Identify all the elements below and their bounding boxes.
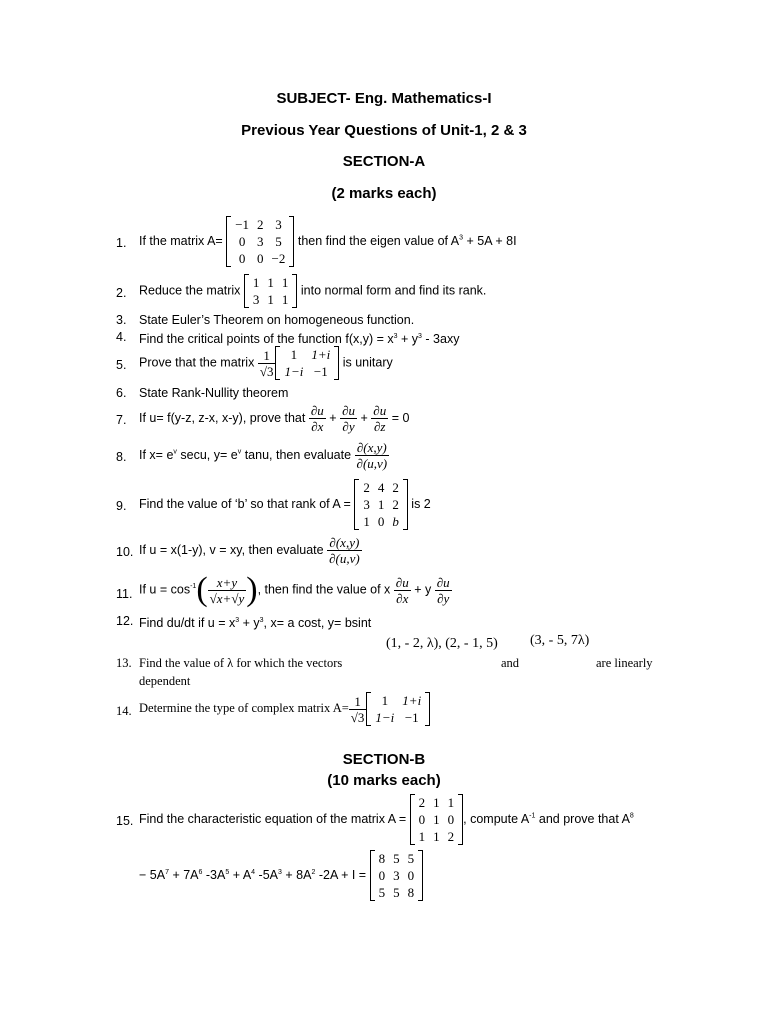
matrix-row: [375, 850, 419, 867]
question-number: 4.: [116, 330, 127, 344]
matrix-cell: 1: [267, 275, 274, 290]
matrix-cell: 5: [393, 885, 400, 900]
question-number: 12.: [116, 614, 134, 628]
fraction: $\frac{\partial u}{\partial x}$: [310, 403, 324, 434]
matrix-row: [249, 291, 293, 308]
matrix-cell: b: [392, 514, 399, 529]
fraction: $\frac{\partial u}{\partial z}$: [373, 403, 387, 434]
matrix-cell: −1: [404, 710, 419, 725]
exponent: 7: [165, 868, 169, 876]
matrix-row: [371, 709, 425, 726]
section-a-marks: (2 marks each): [331, 185, 437, 202]
matrix-row: [280, 346, 334, 363]
matrix: [410, 794, 464, 845]
matrix-cell: 2: [392, 480, 399, 495]
matrix-cell: 0: [447, 812, 455, 827]
question-text: , compute A: [463, 811, 530, 826]
matrix-cell: 2: [418, 795, 426, 810]
exponent: 2: [311, 868, 316, 876]
matrix-cell: 2: [257, 217, 264, 232]
question-number: 3.: [116, 313, 127, 327]
matrix-row: [371, 692, 425, 709]
question-text: Find the value of ‘b’ so that rank of A =: [139, 496, 351, 511]
matrix-cell: 5: [393, 851, 400, 866]
section-b-marks: (10 marks each): [327, 772, 441, 789]
matrix-cell: 1: [290, 347, 298, 362]
matrix-cell: 3: [252, 292, 260, 307]
matrix-row: [375, 867, 419, 884]
matrix-cell: 2: [447, 829, 455, 844]
question-text: then find the eigen value of A: [297, 233, 460, 248]
matrix-cell: 1−i: [375, 710, 395, 725]
matrix-cell: 0: [257, 251, 264, 266]
question-text: into normal form and find its rank.: [300, 283, 487, 298]
question-text: − 5A: [139, 867, 166, 882]
question-text: State Euler’s Theorem on homogeneous function.: [139, 313, 415, 327]
matrix: [354, 479, 408, 530]
fraction: $\frac{\partial u}{\partial y}$: [342, 403, 355, 434]
fraction: $\frac{\partial u}{\partial x}$: [395, 574, 409, 606]
matrix-cell: 0: [407, 868, 415, 883]
matrix-row: [415, 794, 459, 811]
matrix-cell: 5: [407, 851, 415, 866]
subtitle: Previous Year Questions of Unit-1, 2 & 3: [241, 122, 527, 139]
question-number: 7.: [116, 413, 127, 427]
question-text: Find the value of λ for which the vectors: [139, 656, 343, 670]
matrix-cell: 1+i: [402, 693, 422, 708]
exponent: 3: [278, 868, 282, 876]
matrix-row: [359, 496, 403, 513]
term: + 7A: [168, 867, 199, 882]
matrix-cell: 1+i: [311, 347, 331, 362]
matrix-row: [415, 811, 459, 828]
question-text: is 2: [411, 496, 431, 511]
matrix-cell: −1: [235, 217, 250, 232]
matrix-cell: 1: [377, 497, 385, 512]
matrix-cell: 0: [377, 514, 385, 529]
question-number: 11.: [116, 587, 133, 601]
question-text: is unitary: [342, 355, 393, 370]
question-text: Reduce the matrix: [139, 283, 241, 298]
exponent: 6: [198, 868, 203, 876]
question-number: 2.: [116, 286, 127, 300]
matrix: [244, 274, 298, 308]
matrix-row: [375, 884, 419, 901]
matrix-cell: 8: [407, 885, 415, 900]
question-number: 14.: [116, 704, 132, 718]
question-text: Find the critical points of the function $f(x,y) = x^3 + y^3 - 3axy$: [139, 332, 460, 347]
matrix-cell: 1: [447, 795, 455, 810]
matrix: [275, 346, 339, 380]
matrix-cell: 0: [238, 251, 246, 266]
matrix-cell: 1−i: [284, 364, 304, 379]
exponent: 5: [225, 868, 230, 876]
question-text: If u = x(1-y), v = xy, then evaluate: [139, 542, 324, 557]
q13-line2: dependent: [139, 674, 191, 688]
vector-set-2: (3, - 5, 7λ): [530, 633, 590, 648]
q13-tail: are linearly: [596, 656, 653, 670]
matrix-cell: 1: [433, 812, 440, 827]
matrix-cell: 1: [381, 693, 389, 708]
matrix-row: [415, 828, 459, 845]
matrix-row: [231, 216, 289, 233]
fraction: $\frac{\partial u}{\partial y}$: [436, 574, 450, 606]
term: + A: [229, 867, 252, 882]
question-text: If u= f(y-z, z-x, x-y), prove that: [139, 410, 306, 425]
question-text: , then find the value of x: [257, 582, 391, 597]
question-number: 13.: [116, 656, 132, 670]
question-number: 8.: [116, 450, 127, 464]
matrix: [370, 850, 424, 901]
matrix-cell: 1: [267, 292, 274, 307]
question-text: Determine the type of complex matrix A=: [139, 700, 349, 715]
matrix-row: [249, 274, 293, 291]
question-text: If $x= e^v$ secu, $y= e^v$ tanu, then evaluate $\frac{\partial(x,y)}{\partial(u,v)}$: [139, 440, 388, 471]
matrix-cell: 1: [252, 275, 260, 290]
question-text: Find du/dt if $u = x^3 + y^3$, x= a cost, y= bsint: [139, 616, 372, 631]
subject-title: SUBJECT- Eng. Mathematics-I: [276, 90, 492, 107]
matrix-row: [231, 233, 289, 250]
matrix: [366, 692, 430, 726]
question-text: If the matrix A=: [139, 233, 223, 248]
question-text: Find the characteristic equation of the matrix A =: [139, 811, 407, 826]
matrix-row: [280, 363, 334, 380]
matrix-cell: 3: [363, 497, 370, 512]
question-number: 15.: [116, 814, 134, 828]
matrix-cell: 3: [393, 868, 400, 883]
question-text: State Rank-Nullity theorem: [139, 386, 289, 400]
question-number: 10.: [116, 545, 134, 559]
matrix: [226, 216, 294, 267]
term: -5A: [255, 867, 279, 882]
matrix-cell: 3: [275, 217, 282, 232]
matrix-row: [359, 479, 403, 496]
matrix-cell: 1: [363, 514, 370, 529]
matrix-cell: 1: [433, 795, 440, 810]
section-b-heading: SECTION-B: [342, 751, 426, 768]
fraction: $\frac{\partial(x,y)}{\partial(u,v)}$: [356, 440, 388, 471]
matrix-row: [231, 250, 289, 267]
term: -3A: [202, 867, 226, 882]
matrix-cell: 5: [378, 885, 386, 900]
matrix-row: [359, 513, 403, 530]
exponent: 4: [251, 868, 256, 876]
matrix-cell: 2: [363, 480, 370, 495]
matrix-cell: 0: [418, 812, 426, 827]
matrix-cell: 3: [257, 234, 264, 249]
question-text: If u = cos: [139, 582, 191, 597]
fraction: $\frac{1}{√3}$: [350, 693, 365, 725]
matrix-cell: −2: [271, 251, 286, 266]
matrix-cell: −1: [313, 364, 328, 379]
question-number: 5.: [116, 358, 127, 372]
term: -2A + I =: [315, 867, 367, 882]
question-text: + 5A + 8I: [466, 233, 517, 248]
matrix-cell: 4: [377, 480, 385, 495]
question-number: 1.: [116, 236, 127, 250]
fraction: $\frac{x+y}{√x+√y}$: [209, 574, 245, 606]
matrix-cell: 2: [392, 497, 399, 512]
matrix-cell: 5: [275, 234, 282, 249]
question-number: 9.: [116, 499, 127, 513]
and-word: and: [501, 656, 520, 670]
matrix-cell: 0: [238, 234, 246, 249]
fraction: $\frac{\partial(x,y)}{\partial(u,v)}$: [329, 535, 360, 566]
question-text: Prove that the matrix: [139, 355, 255, 370]
matrix-cell: 1: [433, 829, 440, 844]
section-a-heading: SECTION-A: [342, 153, 426, 170]
matrix-cell: 1: [281, 292, 289, 307]
term: + 8A: [281, 867, 312, 882]
matrix-cell: 8: [378, 851, 386, 866]
question-number: 6.: [116, 386, 127, 400]
vector-set-1: (1, - 2, λ), (2, - 1, 5): [386, 636, 498, 651]
matrix-cell: 0: [378, 868, 386, 883]
matrix-cell: 1: [418, 829, 426, 844]
matrix-cell: 1: [281, 275, 289, 290]
fraction: $\frac{1}{√3}$: [259, 347, 274, 379]
